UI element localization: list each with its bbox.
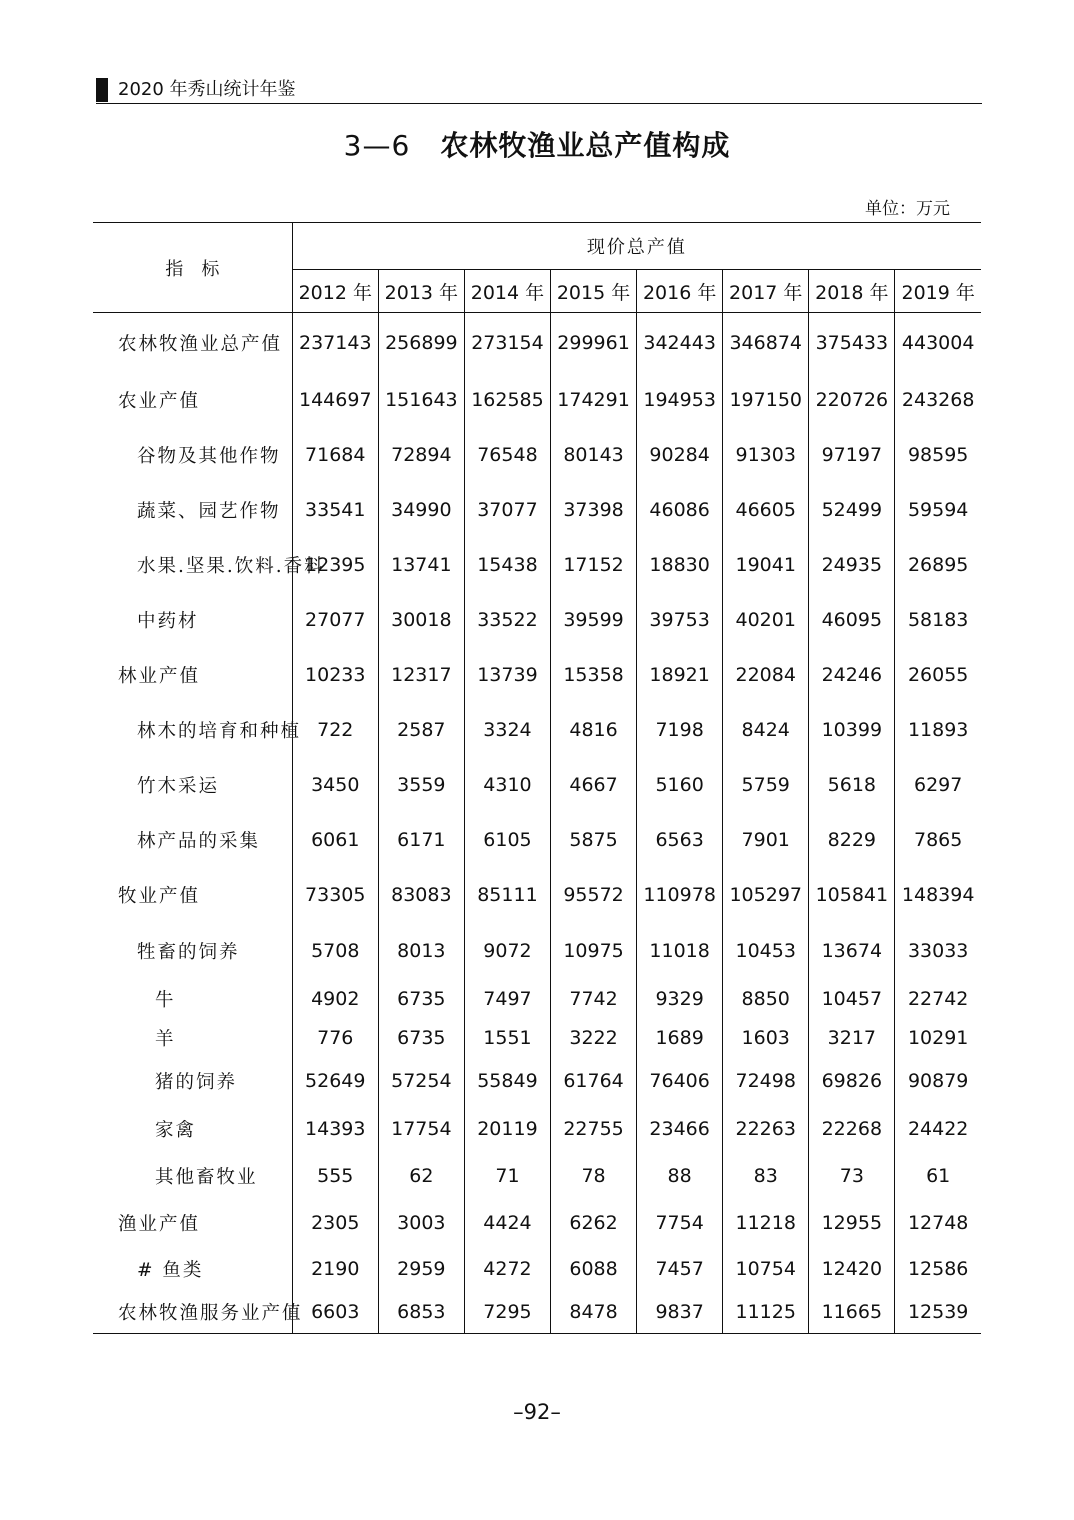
header-marker-bar	[96, 78, 108, 102]
value-cell: 40201	[723, 593, 809, 648]
value-cell: 6563	[637, 813, 723, 868]
header-rule	[96, 103, 982, 104]
value-cell: 12539	[895, 1291, 981, 1334]
yearbook-title: 2020 年秀山统计年鉴	[118, 79, 296, 100]
value-cell: 273154	[464, 313, 550, 373]
row-label: 水果.坚果.饮料.香料	[93, 538, 292, 593]
value-cell: 237143	[292, 313, 378, 373]
value-cell: 83	[723, 1153, 809, 1199]
year-header: 2017 年	[723, 270, 809, 313]
value-cell: 194953	[637, 373, 723, 428]
value-cell: 78	[551, 1153, 637, 1199]
value-cell: 174291	[551, 373, 637, 428]
value-cell: 85111	[464, 868, 550, 923]
value-cell: 2305	[292, 1199, 378, 1247]
row-label: # 鱼类	[93, 1247, 292, 1291]
value-cell: 555	[292, 1153, 378, 1199]
row-label: 农林牧渔业总产值	[93, 313, 292, 373]
value-cell: 20119	[464, 1105, 550, 1153]
value-cell: 4272	[464, 1247, 550, 1291]
value-cell: 52649	[292, 1057, 378, 1105]
unit-note: 单位：万元	[865, 199, 950, 219]
value-cell: 2587	[378, 703, 464, 758]
table-row	[93, 428, 981, 483]
value-cell: 1689	[637, 1019, 723, 1057]
value-cell: 6297	[914, 774, 963, 796]
table-row	[93, 1153, 981, 1199]
value-cell: 71	[464, 1153, 550, 1199]
value-cell: 72498	[723, 1057, 809, 1105]
value-cell: 71684	[292, 428, 378, 483]
value-cell: 148394	[901, 884, 975, 906]
value-cell: 90284	[637, 428, 723, 483]
value-cell: 73305	[292, 868, 378, 923]
value-cell: 73	[809, 1153, 895, 1199]
value-cell: 8850	[723, 979, 809, 1019]
table-row	[93, 703, 981, 758]
value-cell: 4667	[551, 758, 637, 813]
value-cell: 7457	[637, 1247, 723, 1291]
value-cell: 1603	[723, 1019, 809, 1057]
value-cell: 22268	[809, 1105, 895, 1153]
value-cell: 197150	[723, 373, 809, 428]
value-cell: 83083	[378, 868, 464, 923]
value-cell: 299961	[551, 313, 637, 373]
value-cell: 19041	[723, 538, 809, 593]
value-cell: 3559	[378, 758, 464, 813]
table-row	[93, 1019, 981, 1057]
value-cell: 33033	[907, 939, 969, 962]
value-cell: 22263	[723, 1105, 809, 1153]
value-cell: 220726	[809, 373, 895, 428]
year-header: 2019 年	[895, 270, 981, 313]
row-label: 中药材	[93, 593, 292, 648]
value-cell: 9072	[464, 923, 550, 979]
value-cell: 46095	[809, 593, 895, 648]
row-label: 农业产值	[93, 373, 292, 428]
value-cell: 33522	[464, 593, 550, 648]
table-row	[93, 1247, 981, 1291]
value-cell: 105841	[809, 868, 895, 923]
row-label: 林产品的采集	[93, 813, 292, 868]
value-cell: 22742	[907, 987, 969, 1010]
value-cell: 5708	[292, 923, 378, 979]
table-row	[93, 1105, 981, 1153]
value-cell: 57254	[378, 1057, 464, 1105]
value-cell: 6735	[378, 979, 464, 1019]
value-cell: 55849	[464, 1057, 550, 1105]
value-cell: 10754	[723, 1247, 809, 1291]
row-label: 牧业产值	[93, 868, 292, 923]
value-cell: 3003	[378, 1199, 464, 1247]
table-body	[93, 313, 981, 1334]
value-cell: 7901	[723, 813, 809, 868]
table-row	[93, 1291, 981, 1334]
year-header: 2016 年	[637, 270, 723, 313]
value-cell: 3217	[809, 1019, 895, 1057]
value-cell: 90879	[907, 1069, 969, 1092]
value-cell: 52499	[809, 483, 895, 538]
value-cell: 12586	[907, 1257, 969, 1280]
value-cell: 22084	[723, 648, 809, 703]
value-cell: 22755	[551, 1105, 637, 1153]
value-cell: 95572	[551, 868, 637, 923]
value-cell: 4816	[551, 703, 637, 758]
output-value-table	[93, 222, 981, 1334]
value-cell: 11665	[809, 1291, 895, 1334]
value-cell: 8229	[809, 813, 895, 868]
value-cell: 15358	[551, 648, 637, 703]
value-cell: 5160	[637, 758, 723, 813]
value-cell: 72894	[378, 428, 464, 483]
table-row	[93, 868, 981, 923]
value-cell: 2190	[292, 1247, 378, 1291]
table-row	[93, 538, 981, 593]
value-cell: 776	[292, 1019, 378, 1057]
value-cell: 76406	[637, 1057, 723, 1105]
value-cell: 1551	[464, 1019, 550, 1057]
value-cell: 12317	[378, 648, 464, 703]
value-cell: 12420	[809, 1247, 895, 1291]
table-row	[93, 813, 981, 868]
value-cell: 6262	[551, 1199, 637, 1247]
table-row	[93, 483, 981, 538]
value-cell: 243268	[901, 389, 975, 411]
table-row	[93, 979, 981, 1019]
table-row	[93, 648, 981, 703]
value-cell: 24422	[907, 1117, 969, 1140]
year-header: 2014 年	[464, 270, 550, 313]
row-label: 牛	[93, 979, 292, 1019]
table-row	[93, 758, 981, 813]
row-label: 竹木采运	[93, 758, 292, 813]
value-cell: 14393	[292, 1105, 378, 1153]
value-cell: 17754	[378, 1105, 464, 1153]
value-cell: 6603	[292, 1291, 378, 1334]
value-cell: 10457	[809, 979, 895, 1019]
value-cell: 11018	[637, 923, 723, 979]
year-header: 2013 年	[378, 270, 464, 313]
value-cell: 12395	[292, 538, 378, 593]
value-cell: 7865	[914, 829, 963, 851]
value-cell: 256899	[378, 313, 464, 373]
year-header: 2012 年	[292, 270, 378, 313]
row-label: 猪的饲养	[93, 1057, 292, 1105]
value-cell: 62	[378, 1153, 464, 1199]
row-label: 牲畜的饲养	[93, 923, 292, 979]
value-cell: 13739	[464, 648, 550, 703]
value-cell: 9329	[637, 979, 723, 1019]
row-label: 其他畜牧业	[93, 1153, 292, 1199]
running-header	[96, 76, 982, 104]
value-cell: 27077	[292, 593, 378, 648]
value-cell: 37398	[551, 483, 637, 538]
value-cell: 12748	[907, 1211, 969, 1234]
value-cell: 10975	[551, 923, 637, 979]
value-cell: 61764	[551, 1057, 637, 1105]
table-row	[93, 923, 981, 979]
row-label: 林业产值	[93, 648, 292, 703]
value-cell: 76548	[464, 428, 550, 483]
table-row	[93, 1057, 981, 1105]
value-cell: 5759	[723, 758, 809, 813]
value-cell: 98595	[907, 444, 969, 466]
value-cell: 6171	[378, 813, 464, 868]
value-cell: 7754	[637, 1199, 723, 1247]
value-cell: 443004	[901, 331, 975, 354]
year-header: 2015 年	[551, 270, 637, 313]
value-cell: 346874	[723, 313, 809, 373]
table-title-text: 农林牧渔业总产值构成	[440, 129, 731, 162]
table-row	[93, 373, 981, 428]
row-label: 渔业产值	[93, 1199, 292, 1247]
value-cell: 69826	[809, 1057, 895, 1105]
value-cell: 7742	[551, 979, 637, 1019]
value-cell: 24246	[809, 648, 895, 703]
value-cell: 6061	[292, 813, 378, 868]
value-cell: 46605	[723, 483, 809, 538]
value-cell: 10291	[907, 1026, 969, 1049]
value-cell: 7198	[637, 703, 723, 758]
value-cell: 6853	[378, 1291, 464, 1334]
row-label: 谷物及其他作物	[93, 428, 292, 483]
value-cell: 61	[926, 1164, 951, 1187]
value-cell: 4902	[292, 979, 378, 1019]
value-cell: 58183	[907, 609, 969, 631]
value-cell: 46086	[637, 483, 723, 538]
value-cell: 30018	[378, 593, 464, 648]
value-cell: 6088	[551, 1247, 637, 1291]
value-cell: 18830	[637, 538, 723, 593]
value-cell: 11125	[723, 1291, 809, 1334]
value-cell: 80143	[551, 428, 637, 483]
value-cell: 151643	[378, 373, 464, 428]
value-cell: 2959	[378, 1247, 464, 1291]
indicator-header: 指标	[93, 223, 292, 313]
value-cell: 3324	[464, 703, 550, 758]
value-cell: 110978	[637, 868, 723, 923]
page-number: –92–	[513, 1400, 561, 1424]
row-label: 蔬菜、园艺作物	[93, 483, 292, 538]
value-cell: 10399	[809, 703, 895, 758]
value-cell: 6105	[464, 813, 550, 868]
value-cell: 4424	[464, 1199, 550, 1247]
value-cell: 8478	[551, 1291, 637, 1334]
value-cell: 722	[292, 703, 378, 758]
value-cell: 8424	[723, 703, 809, 758]
value-cell: 6735	[378, 1019, 464, 1057]
value-cell: 39753	[637, 593, 723, 648]
table-row	[93, 593, 981, 648]
row-label: 农林牧渔服务业产值	[93, 1291, 292, 1334]
value-cell: 13741	[378, 538, 464, 593]
value-cell: 3450	[292, 758, 378, 813]
value-cell: 342443	[637, 313, 723, 373]
value-cell: 12955	[809, 1199, 895, 1247]
value-cell: 13674	[809, 923, 895, 979]
value-cell: 91303	[723, 428, 809, 483]
table-number: 3—6	[343, 129, 411, 162]
value-cell: 105297	[723, 868, 809, 923]
value-cell: 15438	[464, 538, 550, 593]
table-row	[93, 1199, 981, 1247]
row-label: 羊	[93, 1019, 292, 1057]
value-cell: 17152	[551, 538, 637, 593]
current-price-header: 现价总产值	[292, 223, 981, 270]
value-cell: 8013	[378, 923, 464, 979]
value-cell: 11893	[907, 719, 969, 741]
value-cell: 34990	[378, 483, 464, 538]
value-cell: 39599	[551, 593, 637, 648]
value-cell: 11218	[723, 1199, 809, 1247]
value-cell: 3222	[551, 1019, 637, 1057]
value-cell: 59594	[907, 499, 969, 521]
value-cell: 7295	[464, 1291, 550, 1334]
value-cell: 375433	[809, 313, 895, 373]
value-cell: 4310	[464, 758, 550, 813]
value-cell: 97197	[809, 428, 895, 483]
value-cell: 9837	[637, 1291, 723, 1334]
year-header: 2018 年	[809, 270, 895, 313]
value-cell: 5618	[809, 758, 895, 813]
value-cell: 162585	[464, 373, 550, 428]
value-cell: 26055	[907, 664, 969, 686]
table-title	[0, 126, 1074, 166]
value-cell: 23466	[637, 1105, 723, 1153]
value-cell: 26895	[907, 554, 969, 576]
row-label: 林木的培育和种植	[93, 703, 292, 758]
row-label: 家禽	[93, 1105, 292, 1153]
value-cell: 10233	[292, 648, 378, 703]
table-row	[93, 313, 981, 373]
value-cell: 24935	[809, 538, 895, 593]
value-cell: 144697	[292, 373, 378, 428]
value-cell: 37077	[464, 483, 550, 538]
value-cell: 10453	[723, 923, 809, 979]
value-cell: 7497	[464, 979, 550, 1019]
value-cell: 5875	[551, 813, 637, 868]
value-cell: 88	[637, 1153, 723, 1199]
value-cell: 18921	[637, 648, 723, 703]
value-cell: 33541	[292, 483, 378, 538]
